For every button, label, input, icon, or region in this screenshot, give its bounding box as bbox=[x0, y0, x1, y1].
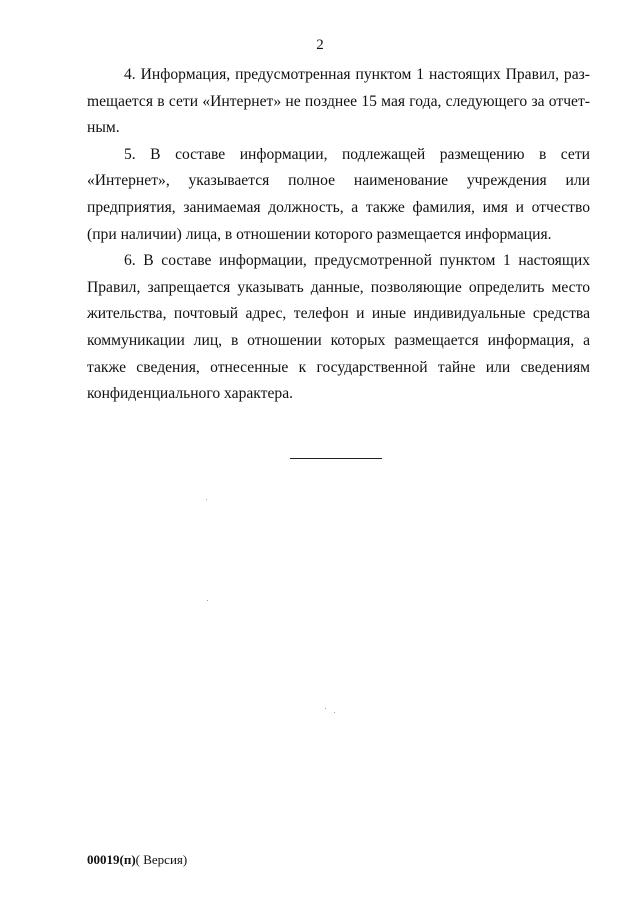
paragraph-4: 4. Информация, предусмотренная пунктом 1 настоящих Правил, разmещается в сети «Интернет» не позднее 15 мая года, следующего за отчетным. bbox=[87, 66, 590, 137]
paragraph-5: 5. В составе информации, подлежащей размещению в сети «Интернет», указывается полное наименование учреждения или предприятия, занимаемая должность, а также фамилия, имя и отчество (при наличии) лица, в отношении которого размещается информация. bbox=[87, 145, 590, 243]
end-divider bbox=[290, 458, 382, 459]
footer-code-id: 00019(п) bbox=[87, 852, 136, 867]
footer-document-code bbox=[87, 852, 187, 868]
footer-code-label: ( Версия) bbox=[135, 852, 188, 867]
document-body bbox=[87, 62, 590, 408]
scan-speck bbox=[325, 708, 326, 709]
scan-speck bbox=[334, 712, 335, 713]
paragraph-6: 6. В составе информации, предусмотренной пунктом 1 настоящих Правил, запрещается указывать данные, позволяющие определить место жительства, почтовый адрес, телефон и иные индивидуальные средства коммуникации лиц, в отношении которых размещается информация, а также сведения, отнесенные к государственной тайне или сведениям конфиденциального характера. bbox=[87, 252, 590, 403]
scan-speck bbox=[207, 600, 208, 601]
scan-speck bbox=[206, 499, 207, 500]
page-number: 2 bbox=[316, 37, 324, 53]
